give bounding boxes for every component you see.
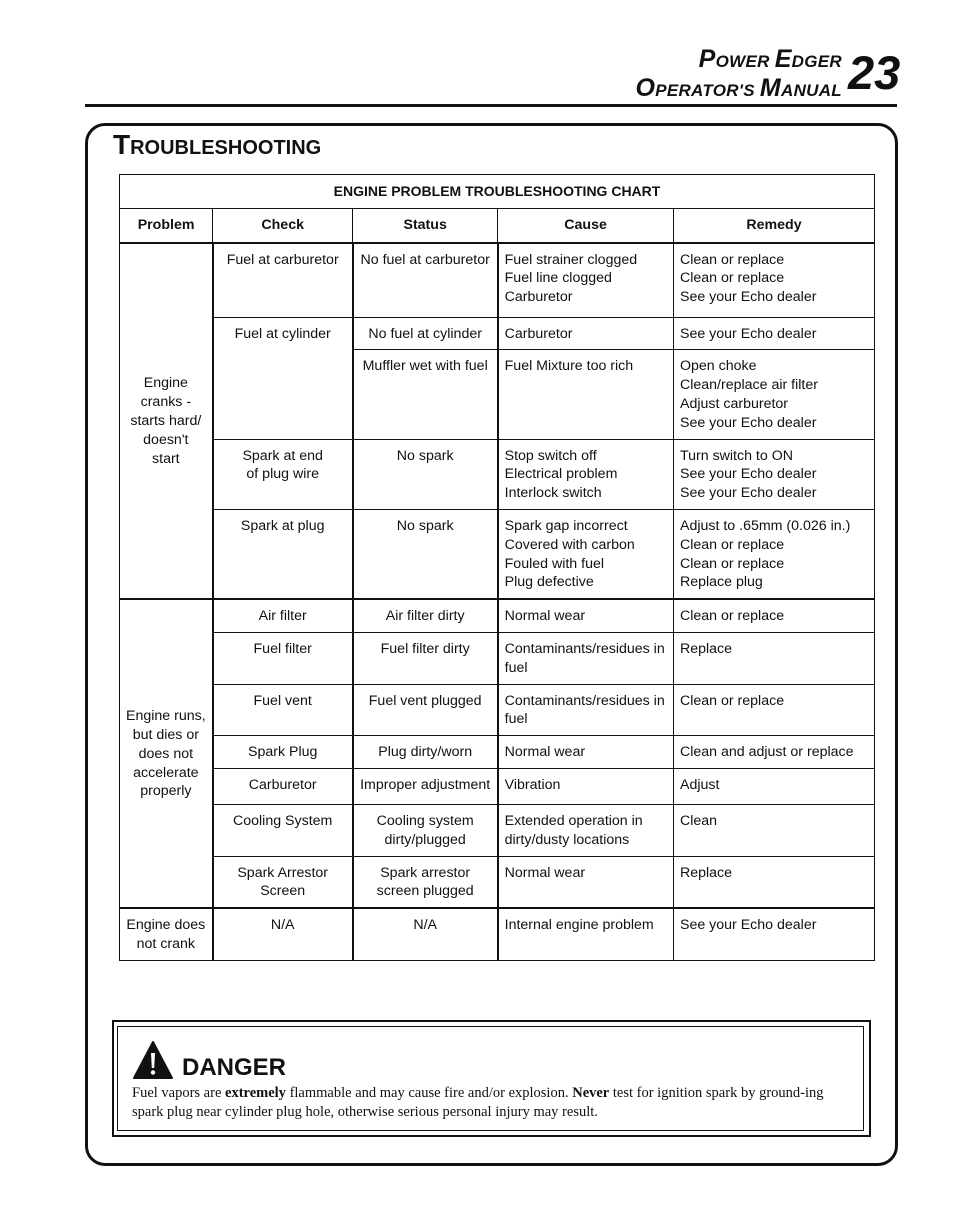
remedy-cell — [673, 768, 874, 804]
problem-cell-line: does not — [138, 745, 194, 762]
cause-cell — [498, 317, 674, 350]
check-cell — [213, 804, 353, 856]
cause-cell-line: Normal wear — [504, 864, 586, 881]
problem-cell-line: Engine — [143, 375, 188, 392]
cause-cell — [498, 804, 674, 856]
cause-cell — [498, 243, 674, 318]
remedy-cell-line: Clean or replace — [679, 608, 785, 625]
status-cell — [353, 768, 498, 804]
remedy-cell-line: Adjust to .65mm (0.026 in.) — [679, 517, 851, 534]
check-cell-line: of plug wire — [246, 466, 319, 483]
remedy-cell-line: Replace — [679, 864, 733, 881]
cause-cell-line: Contaminants/residues in — [504, 692, 665, 709]
page-number: 23 — [848, 46, 901, 99]
status-cell-line: Plug dirty/worn — [378, 744, 473, 761]
remedy-cell-line: See your Echo dealer — [679, 325, 817, 342]
remedy-cell-line: See your Echo dealer — [679, 485, 817, 502]
table-row — [120, 804, 875, 856]
cause-cell — [498, 509, 674, 599]
problem-cell — [120, 599, 213, 908]
check-cell-line: Screen — [260, 883, 306, 900]
cause-cell-line: Fuel Mixture too rich — [504, 358, 634, 375]
remedy-cell-line: Clean — [679, 812, 718, 829]
remedy-cell — [673, 599, 874, 632]
cause-cell-line: Contaminants/residues in — [504, 640, 665, 657]
cause-cell-line: Internal engine problem — [504, 917, 654, 934]
warning-triangle-icon — [132, 1040, 174, 1080]
status-cell — [353, 317, 498, 350]
cause-cell-line: Fuel line clogged — [504, 270, 612, 287]
cause-cell-line: Vibration — [504, 776, 561, 793]
remedy-cell-line: See your Echo dealer — [679, 917, 817, 934]
status-cell — [353, 243, 498, 318]
remedy-cell — [673, 632, 874, 684]
remedy-cell — [673, 243, 874, 318]
cause-cell-line: Interlock switch — [504, 485, 602, 502]
status-cell-line: Spark arrestor — [380, 864, 471, 881]
status-cell-line: dirty/plugged — [384, 831, 466, 848]
check-cell — [213, 856, 353, 908]
table-row — [120, 908, 875, 960]
status-cell — [353, 599, 498, 632]
status-cell — [353, 684, 498, 736]
check-cell-line: Carburetor — [248, 776, 317, 793]
remedy-cell-line: Replace — [679, 640, 733, 657]
remedy-cell — [673, 856, 874, 908]
check-cell-line: Spark Arrestor — [237, 864, 329, 881]
status-cell — [353, 350, 498, 439]
status-cell-line: No fuel at cylinder — [368, 325, 482, 342]
remedy-cell-line: Turn switch to ON — [679, 447, 793, 464]
cause-cell-line: fuel — [504, 659, 528, 676]
status-cell — [353, 439, 498, 509]
check-cell — [213, 908, 353, 960]
column-header-remedy: Remedy — [673, 208, 874, 242]
cause-cell-line: Fouled with fuel — [504, 555, 605, 572]
cause-cell — [498, 599, 674, 632]
manual-title-line-2: OPERATOR'S MANUAL — [635, 74, 842, 102]
remedy-cell-line: Adjust carburetor — [679, 395, 789, 412]
status-cell — [353, 632, 498, 684]
check-cell — [213, 509, 353, 599]
section-title: TROUBLESHOOTING — [113, 129, 322, 160]
remedy-cell-line: Clean or replace — [679, 536, 785, 553]
check-cell-line: Air filter — [258, 608, 307, 625]
cause-cell — [498, 350, 674, 439]
remedy-cell-line: Open choke — [679, 358, 757, 375]
status-cell-line: N/A — [413, 917, 437, 934]
cause-cell — [498, 768, 674, 804]
table-row — [120, 439, 875, 509]
check-cell-line: Spark at end — [242, 447, 323, 464]
cause-cell-line: Normal wear — [504, 608, 586, 625]
problem-cell-line: but dies or — [132, 726, 199, 743]
cause-cell-line: Covered with carbon — [504, 536, 635, 553]
remedy-cell-line: Clean/replace air filter — [679, 377, 818, 394]
cause-cell — [498, 736, 674, 769]
table-row — [120, 632, 875, 684]
problem-cell — [120, 908, 213, 960]
cause-cell-line: Plug defective — [504, 574, 594, 591]
check-cell — [213, 439, 353, 509]
status-cell-line: Fuel vent plugged — [368, 692, 482, 709]
status-cell-line: Improper adjustment — [360, 776, 491, 793]
problem-cell-line: start — [152, 450, 180, 467]
table-row — [120, 243, 875, 318]
problem-cell-line: Engine does — [126, 917, 206, 934]
remedy-cell — [673, 350, 874, 439]
remedy-cell — [673, 509, 874, 599]
cause-cell-line: dirty/dusty locations — [504, 831, 630, 848]
table-row — [120, 856, 875, 908]
remedy-cell-line: See your Echo dealer — [679, 466, 817, 483]
check-cell — [213, 684, 353, 736]
status-cell-line: screen plugged — [376, 883, 474, 900]
cause-cell-line: Carburetor — [504, 289, 573, 306]
cause-cell-line: Extended operation in — [504, 812, 643, 829]
troubleshooting-table — [119, 174, 875, 961]
problem-cell — [120, 243, 213, 600]
status-cell-line: Fuel filter dirty — [380, 640, 470, 657]
check-cell-line: Fuel vent — [253, 692, 312, 709]
problem-cell-line: Engine runs, — [126, 708, 206, 725]
cause-cell-line: Spark gap incorrect — [504, 517, 628, 534]
status-cell — [353, 908, 498, 960]
cause-cell-line: Fuel strainer clogged — [504, 251, 638, 268]
remedy-cell-line: Clean and adjust or replace — [679, 744, 854, 761]
cause-cell — [498, 856, 674, 908]
problem-cell-line: properly — [140, 783, 192, 800]
remedy-cell — [673, 908, 874, 960]
manual-title — [635, 46, 842, 104]
manual-title-line-1: POWER EDGER — [698, 45, 842, 73]
status-cell — [353, 804, 498, 856]
status-cell — [353, 736, 498, 769]
remedy-cell-line: Adjust — [679, 776, 720, 793]
cause-cell-line: Electrical problem — [504, 466, 618, 483]
remedy-cell-line: Clean or replace — [679, 692, 785, 709]
problem-cell-line: accelerate — [133, 764, 199, 781]
check-cell-line: Fuel at carburetor — [226, 251, 339, 268]
danger-text: Fuel vapors are extremely flammable and may cause fire and/or explosion. Never test for ignition spark by ground-ing spark plug near cylinder plug hole, otherwise serious personal injury may result. — [132, 1085, 824, 1120]
cause-cell — [498, 908, 674, 960]
remedy-cell — [673, 736, 874, 769]
column-header-check: Check — [213, 208, 353, 242]
table-row — [120, 509, 875, 599]
remedy-cell-line: Replace plug — [679, 574, 763, 591]
danger-title: DANGER — [182, 1054, 287, 1081]
table-row — [120, 768, 875, 804]
status-cell-line: No spark — [396, 517, 454, 534]
status-cell-line: No spark — [396, 447, 454, 464]
table-header-row — [120, 208, 875, 242]
check-cell — [213, 768, 353, 804]
problem-cell-line: starts hard/ — [130, 412, 202, 429]
problem-cell-line: not crank — [136, 935, 196, 952]
cause-cell — [498, 632, 674, 684]
remedy-cell-line: Clean or replace — [679, 251, 785, 268]
remedy-cell — [673, 684, 874, 736]
status-cell-line: No fuel at carburetor — [360, 251, 490, 268]
header-rule — [85, 104, 897, 107]
check-cell-line: Fuel filter — [253, 640, 312, 657]
remedy-cell — [673, 317, 874, 350]
remedy-cell — [673, 804, 874, 856]
cause-cell-line: fuel — [504, 711, 528, 728]
cause-cell-line: Carburetor — [504, 325, 573, 342]
check-cell-line: Fuel at cylinder — [234, 325, 331, 342]
check-cell — [213, 736, 353, 769]
column-header-problem: Problem — [120, 208, 213, 242]
remedy-cell-line: See your Echo dealer — [679, 289, 817, 306]
check-cell — [213, 243, 353, 318]
remedy-cell-line: Clean or replace — [679, 270, 785, 287]
cause-cell-line: Normal wear — [504, 744, 586, 761]
check-cell-line: Spark Plug — [247, 744, 318, 761]
check-cell — [213, 599, 353, 632]
cause-cell-line: Stop switch off — [504, 447, 597, 464]
check-cell-line: Cooling System — [233, 812, 333, 829]
table-row — [120, 684, 875, 736]
column-header-status: Status — [353, 208, 498, 242]
remedy-cell-line: Clean or replace — [679, 555, 785, 572]
table-row — [120, 599, 875, 632]
remedy-cell — [673, 439, 874, 509]
check-cell-line: N/A — [270, 917, 295, 934]
problem-cell-line: cranks - — [140, 394, 192, 411]
table-row — [120, 736, 875, 769]
table-title: ENGINE PROBLEM TROUBLESHOOTING CHART — [120, 175, 875, 209]
status-cell — [353, 856, 498, 908]
check-cell — [213, 632, 353, 684]
table-row — [120, 317, 875, 350]
column-header-cause: Cause — [498, 208, 674, 242]
check-cell-line: Spark at plug — [240, 517, 325, 534]
status-cell — [353, 509, 498, 599]
status-cell-line: Cooling system — [376, 812, 474, 829]
remedy-cell-line: See your Echo dealer — [679, 414, 817, 431]
check-cell — [213, 317, 353, 439]
status-cell-line: Muffler wet with fuel — [362, 358, 488, 375]
cause-cell — [498, 439, 674, 509]
problem-cell-line: doesn't — [143, 431, 189, 448]
status-cell-line: Air filter dirty — [385, 608, 465, 625]
cause-cell — [498, 684, 674, 736]
